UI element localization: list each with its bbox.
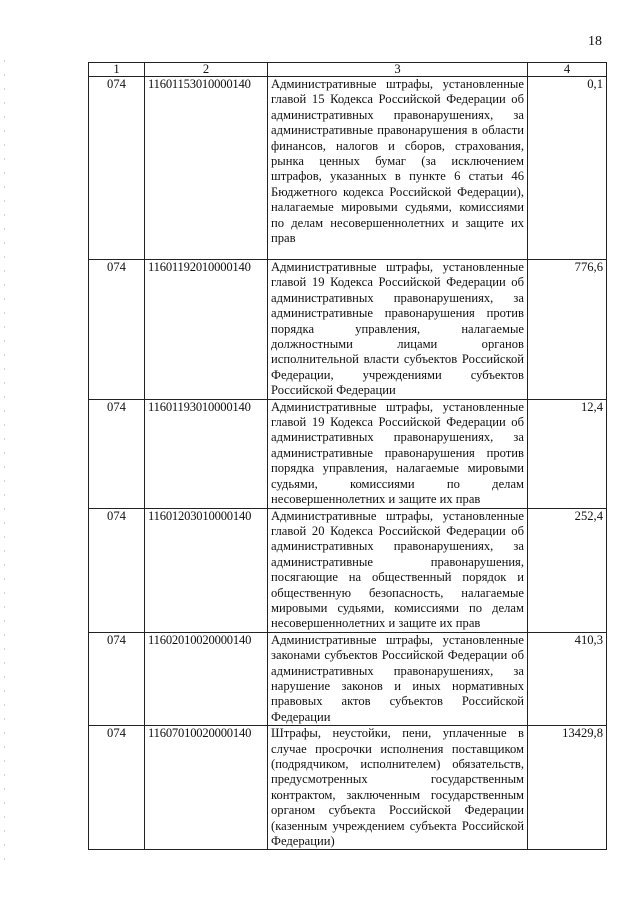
budget-classification-code: 11601193010000140 xyxy=(145,399,268,508)
administrator-code: 074 xyxy=(89,399,145,508)
column-number-1: 1 xyxy=(89,63,145,77)
budget-classification-code: 11602010020000140 xyxy=(145,632,268,725)
table-header-row xyxy=(89,63,607,77)
administrator-code: 074 xyxy=(89,508,145,632)
amount: 13429,8 xyxy=(528,726,607,850)
column-number-2: 2 xyxy=(145,63,268,77)
revenue-description: Административные штрафы, установленные главой 15 Кодекса Российской Федерации об административных правонарушениях, за административные правонарушения в области финансов, налогов и сборов, страхования, рынка ценных бумаг (за исключением штрафов, указанных в пункте 6 статьи 46 Бюджетного кодекса Российской Федерации), налагаемые мировыми судьями, комиссиями по делам несовершеннолетних и защите их прав xyxy=(268,77,528,260)
budget-classification-code: 11601153010000140 xyxy=(145,77,268,260)
scan-edge-artifact xyxy=(4,60,5,860)
column-number-4: 4 xyxy=(528,63,607,77)
column-number-3: 3 xyxy=(268,63,528,77)
revenue-description: Штрафы, неустойки, пени, уплаченные в случае просрочки исполнения поставщиком (подрядчиком, исполнителем) обязательств, предусмотренных государственным контрактом, заключенным государственным органом субъекта Российской Федерации (казенным учреждением субъекта Российской Федерации) xyxy=(268,726,528,850)
table-row xyxy=(89,77,607,260)
table-row xyxy=(89,399,607,508)
administrator-code: 074 xyxy=(89,726,145,850)
budget-classification-code: 11601203010000140 xyxy=(145,508,268,632)
administrator-code: 074 xyxy=(89,77,145,260)
budget-classification-code: 11601192010000140 xyxy=(145,260,268,400)
amount: 0,1 xyxy=(528,77,607,260)
table-row xyxy=(89,508,607,632)
table-row xyxy=(89,632,607,725)
budget-revenue-table xyxy=(88,62,607,850)
amount: 776,6 xyxy=(528,260,607,400)
table-row xyxy=(89,726,607,850)
amount: 252,4 xyxy=(528,508,607,632)
amount: 410,3 xyxy=(528,632,607,725)
administrator-code: 074 xyxy=(89,260,145,400)
amount: 12,4 xyxy=(528,399,607,508)
revenue-description: Административные штрафы, установленные главой 19 Кодекса Российской Федерации об административных правонарушениях, за административные правонарушения против порядка управления, налагаемые мировыми судьями, комиссиями по делам несовершеннолетних и защите их прав xyxy=(268,399,528,508)
table-row xyxy=(89,260,607,400)
revenue-description: Административные штрафы, установленные законами субъектов Российской Федерации об административных правонарушениях, за нарушение законов и иных нормативных правовых актов субъектов Российской Федерации xyxy=(268,632,528,725)
revenue-description: Административные штрафы, установленные главой 19 Кодекса Российской Федерации об административных правонарушениях, за административные правонарушения против порядка управления, налагаемые должностными лицами органов исполнительной власти субъектов Российской Федерации, учреждениями субъектов Российской Федерации xyxy=(268,260,528,400)
page-number: 18 xyxy=(588,34,602,49)
budget-classification-code: 11607010020000140 xyxy=(145,726,268,850)
administrator-code: 074 xyxy=(89,632,145,725)
revenue-description: Административные штрафы, установленные главой 20 Кодекса Российской Федерации об административных правонарушениях, за административные правонарушения, посягающие на общественный порядок и общественную безопасность, налагаемые мировыми судьями, комиссиями по делам несовершеннолетних и защите их прав xyxy=(268,508,528,632)
